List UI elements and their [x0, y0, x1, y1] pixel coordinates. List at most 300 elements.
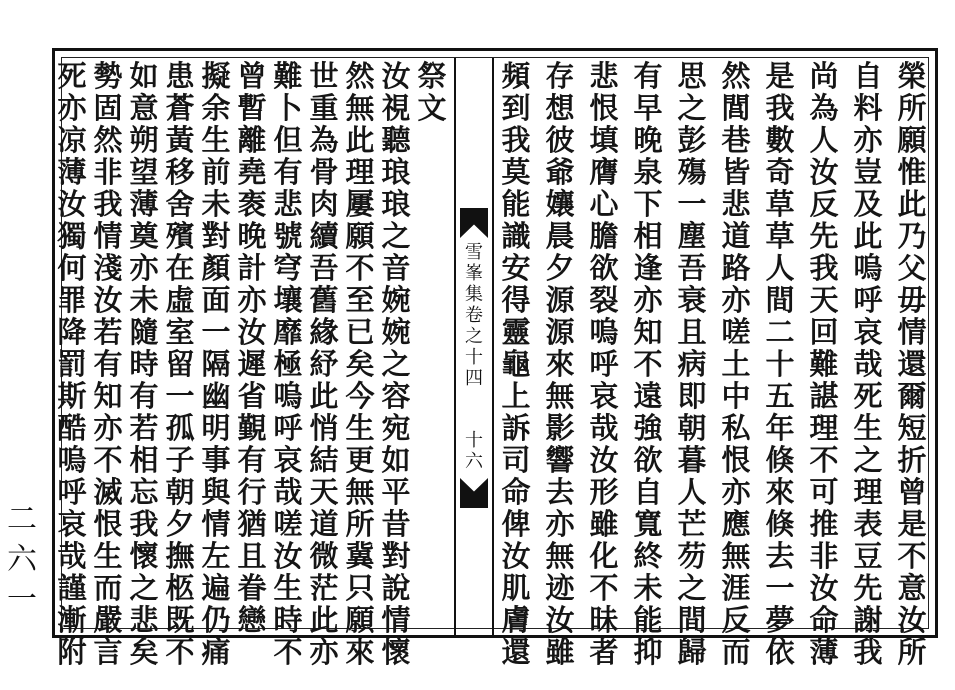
page-number-char: 二	[7, 502, 37, 537]
text-char: 且	[237, 539, 267, 573]
text-char: 爺	[545, 155, 575, 189]
text-char: 之	[129, 571, 159, 605]
text-char: 逢	[633, 251, 663, 285]
text-char: 屢	[345, 187, 375, 221]
text-char: 是	[765, 59, 795, 93]
text-char: 晚	[237, 219, 267, 253]
text-char: 父	[897, 251, 927, 285]
text-char: 世	[309, 59, 339, 93]
text-char: 汝	[501, 539, 531, 573]
text-char: 汝	[93, 283, 123, 317]
text-column	[494, 59, 538, 669]
text-char: 上	[501, 379, 531, 413]
text-column	[582, 59, 626, 669]
text-char: 我	[93, 187, 123, 221]
text-char: 亦	[237, 283, 267, 317]
text-char: 來	[765, 475, 795, 509]
text-block	[57, 57, 929, 669]
text-char: 之	[381, 347, 411, 381]
text-char: 柩	[165, 571, 195, 605]
text-char: 心	[589, 187, 619, 221]
text-char: 朝	[677, 411, 707, 445]
text-char: 不	[809, 443, 839, 477]
text-char: 微	[309, 539, 339, 573]
text-char: 幽	[201, 379, 231, 413]
text-char: 對	[381, 539, 411, 573]
text-char: 相	[633, 219, 663, 253]
text-char: 夕	[165, 507, 195, 541]
text-char: 間	[677, 603, 707, 637]
text-char: 天	[809, 283, 839, 317]
text-char: 龜	[501, 347, 531, 381]
text-char: 行	[237, 475, 267, 509]
text-char: 左	[201, 539, 231, 573]
text-char: 巷	[721, 123, 751, 157]
text-char: 想	[545, 91, 575, 125]
text-char: 恨	[93, 507, 123, 541]
text-char: 猶	[237, 507, 267, 541]
text-char: 吾	[677, 251, 707, 285]
text-char: 而	[93, 571, 123, 605]
text-char: 塵	[677, 219, 707, 253]
text-char: 矣	[345, 347, 375, 381]
text-char: 音	[381, 251, 411, 285]
text-char: 嗚	[853, 251, 883, 285]
page-number-char: 一	[7, 582, 37, 617]
text-char: 恨	[589, 91, 619, 125]
text-char: 未	[129, 283, 159, 317]
text-char: 無	[545, 379, 575, 413]
text-char: 之	[853, 443, 883, 477]
text-char: 痛	[201, 635, 231, 669]
text-char: 一	[165, 379, 195, 413]
text-char: 願	[345, 603, 375, 637]
text-char: 不	[345, 251, 375, 285]
text-char: 離	[237, 123, 267, 157]
text-char: 罰	[57, 347, 87, 381]
text-char: 謹	[57, 571, 87, 605]
text-char: 恨	[721, 443, 751, 477]
text-char: 俾	[501, 507, 531, 541]
text-char: 生	[853, 411, 883, 445]
center-title-char: 雪	[465, 242, 483, 263]
text-char: 擬	[201, 59, 231, 93]
text-char: 生	[93, 539, 123, 573]
text-char: 子	[165, 443, 195, 477]
text-char: 尚	[809, 59, 839, 93]
text-char: 奠	[129, 219, 159, 253]
text-char: 回	[809, 315, 839, 349]
text-char: 訴	[501, 411, 531, 445]
text-char: 膚	[501, 603, 531, 637]
text-char: 蒼	[165, 91, 195, 125]
text-char: 肌	[501, 571, 531, 605]
text-char: 之	[677, 571, 707, 605]
text-char: 所	[345, 507, 375, 541]
text-char: 皆	[721, 155, 751, 189]
text-char: 悲	[273, 187, 303, 221]
text-char: 諶	[809, 379, 839, 413]
text-char: 黃	[165, 123, 195, 157]
text-char: 緣	[309, 315, 339, 349]
text-char: 應	[721, 507, 751, 541]
text-char: 反	[721, 603, 751, 637]
text-char: 自	[853, 59, 883, 93]
text-char: 者	[589, 635, 619, 669]
text-char: 夢	[765, 603, 795, 637]
text-column	[890, 59, 934, 669]
text-char: 凉	[57, 123, 87, 157]
text-char: 未	[633, 571, 663, 605]
text-char: 面	[201, 283, 231, 317]
text-char: 號	[273, 219, 303, 253]
text-char: 奇	[765, 155, 795, 189]
text-char: 不	[589, 571, 619, 605]
text-char: 土	[721, 347, 751, 381]
text-char: 聽	[381, 123, 411, 157]
text-char: 人	[765, 251, 795, 285]
text-char: 欲	[589, 251, 619, 285]
text-char: 靡	[273, 315, 303, 349]
text-char: 下	[633, 187, 663, 221]
text-char: 我	[809, 251, 839, 285]
text-char: 膺	[589, 155, 619, 189]
text-char: 婉	[381, 315, 411, 349]
text-char: 遠	[633, 379, 663, 413]
text-char: 肉	[309, 187, 339, 221]
text-char: 薄	[809, 635, 839, 669]
text-char: 暫	[237, 91, 267, 125]
text-char: 彼	[545, 123, 575, 157]
text-char: 二	[765, 315, 795, 349]
text-char: 懷	[129, 539, 159, 573]
text-char: 五	[765, 379, 795, 413]
text-char: 道	[309, 507, 339, 541]
text-char: 結	[309, 443, 339, 477]
text-char: 至	[345, 283, 375, 317]
heading-char: 祭	[417, 59, 447, 93]
text-char: 雖	[545, 635, 575, 669]
text-char: 但	[273, 123, 303, 157]
center-fold-column	[454, 58, 494, 636]
text-char: 哀	[273, 443, 303, 477]
text-char: 續	[309, 219, 339, 253]
text-char: 天	[309, 475, 339, 509]
text-char: 斯	[57, 379, 87, 413]
text-char: 還	[501, 635, 531, 669]
text-char: 漸	[57, 603, 87, 637]
text-char: 生	[273, 571, 303, 605]
text-char: 形	[589, 475, 619, 509]
text-char: 到	[501, 91, 531, 125]
text-char: 無	[345, 91, 375, 125]
center-title-char: 卷	[465, 305, 483, 326]
text-char: 之	[381, 219, 411, 253]
text-char: 然	[345, 59, 375, 93]
text-char: 化	[589, 539, 619, 573]
center-title-char: 集	[465, 284, 483, 305]
text-char: 推	[809, 507, 839, 541]
text-char: 短	[897, 411, 927, 445]
text-char: 為	[809, 91, 839, 125]
text-char: 已	[345, 315, 375, 349]
text-char: 既	[165, 603, 195, 637]
text-char: 只	[345, 571, 375, 605]
text-char: 我	[765, 91, 795, 125]
lower-fishtail-mark	[460, 478, 488, 508]
text-char: 晚	[633, 123, 663, 157]
text-char: 今	[345, 379, 375, 413]
text-char: 骨	[309, 155, 339, 189]
text-char: 悲	[721, 187, 751, 221]
text-char: 可	[809, 475, 839, 509]
text-char: 芴	[677, 539, 707, 573]
text-char: 命	[809, 603, 839, 637]
text-char: 能	[633, 603, 663, 637]
text-char: 嗟	[721, 315, 751, 349]
text-char: 得	[501, 283, 531, 317]
text-char: 嗚	[57, 443, 87, 477]
text-char: 存	[545, 59, 575, 93]
text-char: 哀	[853, 315, 883, 349]
text-char: 舊	[309, 283, 339, 317]
text-char: 間	[765, 283, 795, 317]
text-char: 極	[273, 347, 303, 381]
text-char: 孃	[545, 187, 575, 221]
text-char: 無	[721, 539, 751, 573]
text-char: 袠	[237, 187, 267, 221]
text-char: 壤	[273, 283, 303, 317]
text-char: 而	[721, 635, 751, 669]
text-char: 省	[237, 379, 267, 413]
text-char: 如	[129, 59, 159, 93]
text-char: 吾	[309, 251, 339, 285]
text-char: 相	[129, 443, 159, 477]
text-char: 事	[201, 443, 231, 477]
center-folio-char: 十	[465, 430, 483, 451]
center-book-title	[456, 242, 492, 389]
text-char: 一	[201, 315, 231, 349]
text-char: 勢	[93, 59, 123, 93]
text-char: 哀	[589, 379, 619, 413]
text-char: 識	[501, 219, 531, 253]
text-char: 病	[677, 347, 707, 381]
text-char: 矣	[129, 635, 159, 669]
text-char: 亦	[633, 283, 663, 317]
text-char: 彭	[677, 123, 707, 157]
text-char: 不	[93, 443, 123, 477]
text-char: 時	[129, 347, 159, 381]
text-char: 舍	[165, 187, 195, 221]
text-column	[670, 59, 714, 669]
text-char: 有	[237, 443, 267, 477]
page-number	[6, 500, 38, 620]
text-char: 朝	[165, 475, 195, 509]
text-char: 隨	[129, 315, 159, 349]
text-char: 料	[853, 91, 883, 125]
text-char: 迹	[545, 571, 575, 605]
text-char: 呼	[273, 411, 303, 445]
text-char: 哉	[273, 475, 303, 509]
text-char: 晨	[545, 219, 575, 253]
text-char: 知	[93, 379, 123, 413]
text-char: 莫	[501, 155, 531, 189]
text-char: 亦	[853, 123, 883, 157]
text-char: 亦	[545, 507, 575, 541]
text-char: 無	[345, 475, 375, 509]
text-char: 如	[381, 443, 411, 477]
text-char: 覲	[237, 411, 267, 445]
text-char: 涯	[721, 571, 751, 605]
text-char: 呼	[57, 475, 87, 509]
text-char: 路	[721, 251, 751, 285]
text-char: 雖	[589, 507, 619, 541]
text-char: 嗚	[589, 315, 619, 349]
text-column	[538, 59, 582, 669]
text-char: 平	[381, 475, 411, 509]
text-char: 室	[165, 315, 195, 349]
text-char: 靈	[501, 315, 531, 349]
text-char: 若	[129, 411, 159, 445]
text-char: 婉	[381, 283, 411, 317]
text-char: 虛	[165, 283, 195, 317]
text-char: 之	[677, 91, 707, 125]
text-char: 悲	[589, 59, 619, 93]
text-char: 遍	[201, 571, 231, 605]
text-char: 亦	[721, 283, 751, 317]
center-folio-number	[456, 430, 492, 472]
text-char: 曾	[897, 475, 927, 509]
text-char: 哉	[57, 539, 87, 573]
text-char: 何	[57, 251, 87, 285]
text-char: 前	[201, 155, 231, 189]
text-char: 撫	[165, 539, 195, 573]
text-char: 穹	[273, 251, 303, 285]
text-char: 不	[897, 539, 927, 573]
text-char: 懷	[381, 635, 411, 669]
center-folio-char: 六	[465, 451, 483, 472]
text-char: 殤	[677, 155, 707, 189]
text-column	[626, 59, 670, 669]
text-char: 汝	[809, 571, 839, 605]
text-char: 殯	[165, 219, 195, 253]
text-char: 終	[633, 539, 663, 573]
text-char: 我	[129, 507, 159, 541]
text-char: 情	[201, 507, 231, 541]
text-char: 意	[897, 571, 927, 605]
text-char: 數	[765, 123, 795, 157]
text-char: 膽	[589, 219, 619, 253]
text-char: 倏	[765, 443, 795, 477]
text-char: 有	[93, 347, 123, 381]
text-char: 戀	[237, 603, 267, 637]
text-char: 有	[633, 59, 663, 93]
text-char: 此	[345, 123, 375, 157]
text-char: 冀	[345, 539, 375, 573]
text-char: 情	[381, 603, 411, 637]
center-title-char: 四	[465, 368, 483, 389]
text-char: 歸	[677, 635, 707, 669]
text-char: 我	[501, 123, 531, 157]
text-char: 對	[201, 219, 231, 253]
text-char: 早	[633, 91, 663, 125]
text-char: 仍	[201, 603, 231, 637]
text-char: 悲	[129, 603, 159, 637]
text-char: 芒	[677, 507, 707, 541]
text-char: 此	[309, 379, 339, 413]
text-char: 草	[765, 187, 795, 221]
text-char: 不	[273, 635, 303, 669]
text-char: 及	[853, 187, 883, 221]
text-char: 填	[589, 123, 619, 157]
text-char: 重	[309, 91, 339, 125]
text-char: 汝	[809, 155, 839, 189]
text-char: 明	[201, 411, 231, 445]
text-char: 不	[633, 347, 663, 381]
text-char: 昔	[381, 507, 411, 541]
text-char: 琅	[381, 155, 411, 189]
text-char: 源	[545, 315, 575, 349]
text-char: 寬	[633, 507, 663, 541]
text-char: 呼	[589, 347, 619, 381]
text-char: 生	[345, 411, 375, 445]
text-char: 未	[201, 187, 231, 221]
text-char: 容	[381, 379, 411, 413]
text-char: 茫	[309, 571, 339, 605]
text-char: 紓	[309, 347, 339, 381]
text-char: 汝	[57, 187, 87, 221]
text-char: 來	[345, 635, 375, 669]
center-title-char: 之	[465, 326, 483, 347]
text-char: 然	[93, 123, 123, 157]
text-char: 汝	[237, 315, 267, 349]
text-char: 哀	[57, 507, 87, 541]
woodblock-frame	[52, 48, 938, 669]
text-char: 去	[765, 539, 795, 573]
text-char: 我	[853, 635, 883, 669]
text-char: 薄	[129, 187, 159, 221]
text-char: 隔	[201, 347, 231, 381]
text-char: 欲	[633, 443, 663, 477]
text-char: 爾	[897, 379, 927, 413]
text-char: 即	[677, 379, 707, 413]
text-char: 罪	[57, 283, 87, 317]
text-char: 情	[93, 219, 123, 253]
text-char: 意	[129, 91, 159, 125]
text-char: 更	[345, 443, 375, 477]
text-char: 安	[501, 251, 531, 285]
text-char: 知	[633, 315, 663, 349]
text-char: 與	[201, 475, 231, 509]
text-char: 薄	[57, 155, 87, 189]
text-char: 理	[809, 411, 839, 445]
text-char: 死	[57, 59, 87, 93]
text-char: 自	[633, 475, 663, 509]
text-char: 願	[897, 123, 927, 157]
text-char: 顏	[201, 251, 231, 285]
text-char: 望	[129, 155, 159, 189]
text-char: 衰	[677, 283, 707, 317]
text-char: 去	[545, 475, 575, 509]
text-char: 理	[853, 475, 883, 509]
text-char: 為	[309, 123, 339, 157]
text-char: 汝	[589, 443, 619, 477]
text-char: 泉	[633, 155, 663, 189]
text-char: 夕	[545, 251, 575, 285]
upper-fishtail-mark	[460, 208, 488, 238]
text-char: 非	[809, 539, 839, 573]
text-column	[758, 59, 802, 669]
